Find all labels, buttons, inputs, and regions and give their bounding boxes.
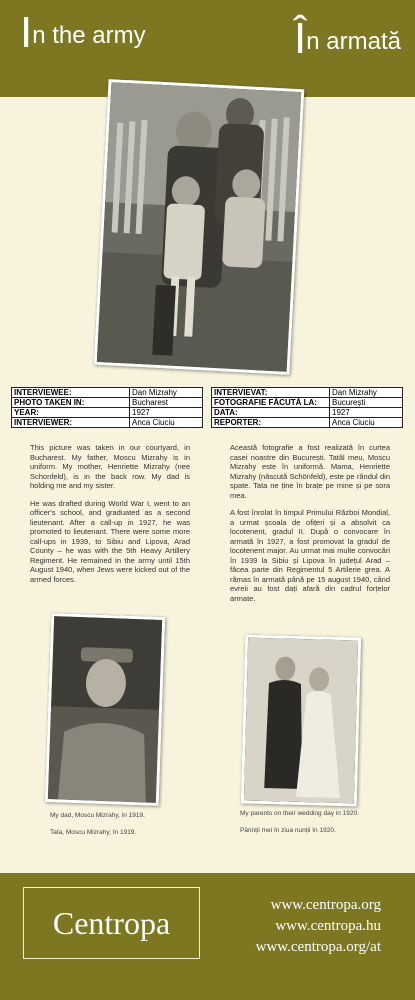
- info-value: Dan Mizrahy: [330, 388, 403, 398]
- info-value: Bucharest: [130, 398, 203, 408]
- footer-bar: [0, 873, 415, 1000]
- table-row: [12, 408, 203, 418]
- info-label: YEAR:: [12, 408, 130, 418]
- table-row: [12, 418, 203, 428]
- info-value: București: [330, 398, 403, 408]
- paragraph: He was drafted during World War I, went to an officer's school, and graduated as a second lieutenant. After a call-up in 1927, he was promoted to lieutenant. There were some more call-ups in 1939, to Sibiu and Lipova, Arad County – he was with the 5th Heavy Artillery Regiment. He remained in the army until 15th August 1940, when Jews were kicked out of the armed forces.: [30, 498, 190, 584]
- website-links: [256, 895, 381, 958]
- caption-left-english: My dad, Moscu Mizrahy, in 1919.: [50, 812, 145, 819]
- logo-text: Centropa: [52, 905, 171, 941]
- caption-right-romanian: Părinții mei în ziua nunții în 1920.: [240, 827, 336, 834]
- table-row: [212, 398, 403, 408]
- info-table-romanian: [211, 387, 403, 428]
- website-link[interactable]: www.centropa.org/at: [255, 939, 381, 955]
- caption-right-english: My parents on their wedding day in 1920.: [240, 810, 359, 817]
- title-english-initial: I: [20, 8, 33, 57]
- story-text-english: [30, 443, 190, 592]
- soldier-portrait-photo: [45, 613, 166, 806]
- title-romanian-initial: Î: [294, 14, 307, 63]
- family-photo: [94, 79, 305, 375]
- info-value: Dan Mizrahy: [130, 388, 203, 398]
- centropa-logo: [23, 887, 200, 959]
- info-label: PHOTO TAKEN IN:: [12, 398, 130, 408]
- wedding-photo: [241, 635, 361, 807]
- title-romanian: [294, 14, 401, 63]
- title-english-rest: n the army: [32, 22, 146, 49]
- info-label: REPORTER:: [212, 418, 330, 428]
- title-romanian-rest: n armată: [306, 28, 401, 55]
- paragraph: Această fotografie a fost realizată în curtea casei noastre din București. Tatăl meu, Moscu Mizrahy este în uniformă. Mama, Henriette Mizrahy (născută Schönfeld), este pe rândul din spate. Tata ne ține în brațe pe mine și pe sora mea.: [230, 443, 390, 500]
- info-value: 1927: [130, 408, 203, 418]
- title-english: [20, 8, 146, 57]
- caption-left-romanian: Tata, Moscu Mizrahy, în 1919.: [50, 829, 137, 836]
- info-label: INTERVIEWEE:: [12, 388, 130, 398]
- header-bar: [0, 0, 415, 97]
- info-label: INTERVIEVAT:: [212, 388, 330, 398]
- info-value: Anca Ciuciu: [330, 418, 403, 428]
- table-row: [12, 398, 203, 408]
- story-text-romanian: [230, 443, 390, 611]
- info-value: Anca Ciuciu: [130, 418, 203, 428]
- table-row: [212, 408, 403, 418]
- info-label: INTERVIEWER:: [12, 418, 130, 428]
- table-row: [212, 388, 403, 398]
- website-link[interactable]: www.centropa.org: [270, 897, 381, 913]
- info-label: DATA:: [212, 408, 330, 418]
- table-row: [212, 418, 403, 428]
- table-row: [12, 388, 203, 398]
- info-value: 1927: [330, 408, 403, 418]
- paragraph: This picture was taken in our courtyard, in Bucharest. My father, Moscu Mizrahy is in uniform. My mother, Henriette Mizrahy (nee Schonfeld), is in the back row. My dad is holding me and my sister.: [30, 443, 190, 490]
- website-link[interactable]: www.centropa.hu: [275, 918, 381, 934]
- info-label: FOTOGRAFIE FĂCUTĂ LA:: [212, 398, 330, 408]
- info-table-english: [11, 387, 203, 428]
- paragraph: A fost înrolat în timpul Primului Război Mondial, a urmat școala de ofițeri și a absolvit ca locotenent, gradul II. După o convocare în armată în 1927, a fost promovat la gradul de locotenent major. Au urmat mai multe convocări în 1939 la Sibiu și Lipova în județul Arad – făcea parte din Regimentul 5 Artilerie grea. A rămas în armată până pe 15 august 1940, când evreii au fost dați afară din cadrul forțelor armate.: [230, 508, 390, 603]
